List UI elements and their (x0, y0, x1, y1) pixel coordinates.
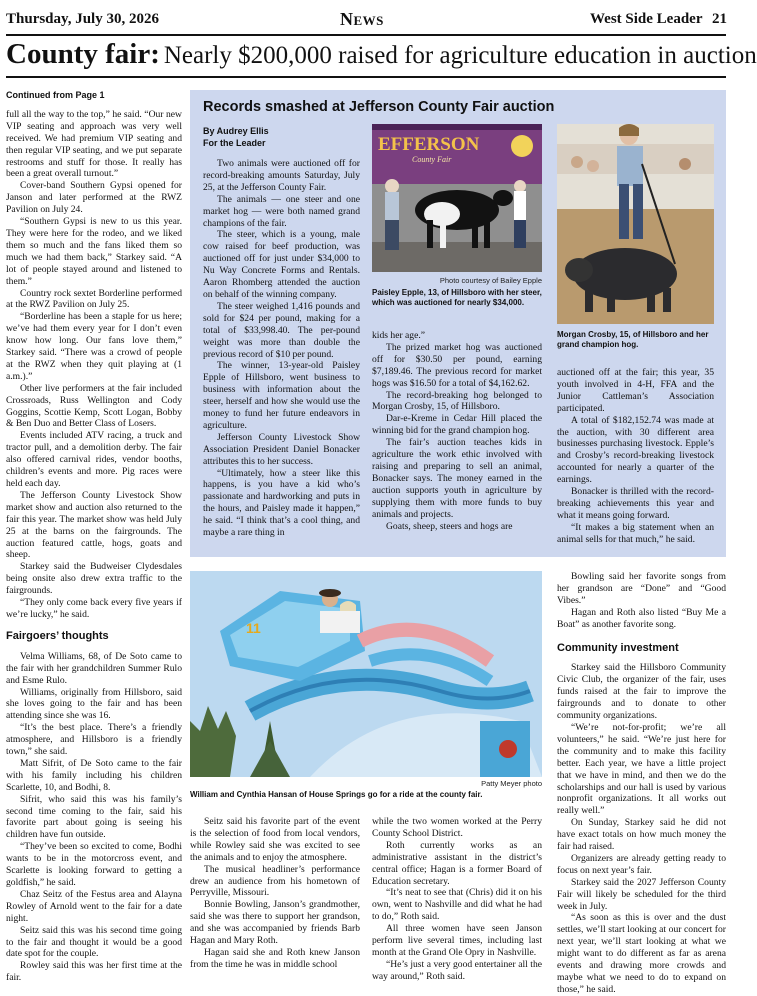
bottom-paragraph: The musical headliner’s performance drew an audience from his hometown of Perryville, Missouri. (190, 863, 360, 899)
section-name: News (340, 9, 384, 29)
sidebar-paragraph: auctioned off at the fair; this year, 35 youth involved in 4-H, FFA and the Junior Cattleman’s Association participated. (557, 367, 714, 414)
subhead-community: Community investment (557, 641, 679, 654)
sidebar-paragraph: The winner, 13-year-old Paisley Epple of Hillsboro, went business to business with information about the steer, herself and how she would use the money to fund her future endeavors in agriculture. (203, 360, 360, 431)
bottom-paragraph: while the two women worked at the Perry County School District. (372, 816, 542, 839)
sidebar-paragraph: Goats, sheep, steers and hogs are (386, 520, 513, 532)
bottom-paragraph: Seitz said his favorite part of the event is the selection of food from local vendors, while Rowley said she was excited to see the animals and to enjoy the atmosphere. (190, 816, 360, 863)
bottom-paragraph: “It’s neat to see that (Chris) did it on his own, went to Nashville and did what he had to do,” Roth said. (372, 887, 542, 923)
bottom-col-2 (372, 816, 542, 983)
left-paragraph: “They only come back every five years if we’re lucky,” he said. (6, 597, 182, 620)
sidebar-paragraph: The fair’s auction teaches kids in agriculture the work ethic involved with raising and preparing to sell an animal, Bonacker says. The money earned in the auction supports youth in agriculture by supplying them with more funds to buy animals and projects. (372, 437, 542, 520)
bottom-paragraph: Hagan said she and Roth knew Janson from the time he was in middle school (190, 946, 360, 970)
sidebar-paragraph: The steer weighed 1,416 pounds and sold for $24 per pound, making for a total of $33,998.40. The per-pound weight was more than double the previous record of $10 per pound. (203, 300, 360, 360)
left-paragraph: Rowley said this was her first time at the fair. (6, 960, 182, 984)
sidebar-paragraph: A total of $182,152.74 was made at the auction, with 30 different area businesses purchasing livestock. Epple’s and Crosby’s record-breaking livestock accounted for nearly a quarter of the earnings. (557, 414, 714, 486)
bottom-col-1 (190, 816, 360, 971)
byline-org: For the Leader (203, 138, 266, 148)
sidebar-paragraph: “Ultimately, how a steer like this happens, is you have a kid who’s passionate and hardworking and puts in the hours, and Paisley made it happen,” he said. “I think that’s a cool thing, and maybe a rare thing in (203, 467, 360, 539)
hog-photo-art (557, 124, 714, 324)
left-paragraph: “They’ve been so excited to come, Bodhi wants to be in the motorcross event, and Scarlette is looking forward to getting a goldfish,” he said. (6, 841, 182, 888)
left-paragraph: “Southern Gypsi is new to us this year. They were here for the rodeo, and we liked them so much and the fans liked them so much we had them back,” Starkey said. “A lot of people stayed around and listened to them.” (6, 216, 182, 287)
sidebar-paragraph: “It makes a big statement when an animal sells for that much,” he said. (557, 521, 714, 545)
subhead-fairgoers: Fairgoers’ thoughts (6, 629, 109, 642)
sidebar-col-3 (557, 367, 714, 546)
sidebar-paragraph: Dar-e-Kreme in Cedar Hill placed the winning bid for the grand champion hog. (372, 413, 542, 437)
left-paragraph: “Borderline has been a staple for us here; we’ve had them every year for I don’t even know how long. Our fans love them,” Starkey said. “There was a crowd of people at the RWZ when they quit playing at (1 a.m.).” (6, 311, 182, 382)
headline-kicker: County fair: (6, 38, 160, 70)
right-paragraph: Bowling said her favorite songs from her grandson are “Done” and “Good Vibes.” (557, 571, 726, 606)
left-paragraph: Other live performers at the fair included Crossroads, Russ Wellington and Cody Goggins, Scottie Kemp, Scott Logan, Bobby & Ben Duo and Better Class of Losers. (6, 382, 182, 430)
left-paragraph: Sifrit, who said this was his family’s second time coming to the fair, said his favorite part about going is seeing his children have fun outside. (6, 793, 182, 841)
left-paragraph: “It’s the best place. There’s a friendly atmosphere, and Hillsboro is a friendly town,” she said. (6, 722, 182, 758)
hog-photo (557, 124, 714, 324)
bottom-paragraph: “He’s just a very good entertainer all the way around,” Roth said. (372, 958, 542, 982)
left-column (6, 90, 182, 984)
byline-author: By Audrey Ellis (203, 126, 269, 136)
sidebar-paragraph: The animals — one steer and one market hog — were both named grand champions of the fair. (203, 193, 360, 229)
page-number: 21 (712, 11, 727, 27)
ride-photo-art (190, 571, 542, 777)
left-paragraph: Matt Sifrit, of De Soto came to the fair with his family including his children Scarlette, 10, and Bodhi, 8. (6, 757, 182, 793)
sidebar-paragraph: Jefferson County Livestock Show Association President Daniel Bonacker attributes this to her success. (203, 431, 360, 467)
right-paragraph: “We’re not-for-profit; we’re all volunteers,” he said. “We’re just here for the community and to make this facility better. Each year, we have a little project that we have in mind, and then we do the scholarships and our hall is used by various nonprofit organizations. It all works out really well.” (557, 721, 726, 817)
hog-photo-caption: Morgan Crosby, 15, of Hillsboro and her grand champion hog. (557, 330, 709, 349)
steer-photo (372, 124, 542, 272)
right-paragraph: “As soon as this is over and the dust settles, we’ll start looking at our concert for next year, we’ll start looking at what we might want to do different as far as arena events and drawing more crowds and maybe what we need to do to expand on those,” he said. (557, 912, 726, 995)
left-paragraph: Starkey said the Budweiser Clydesdales being onsite also drew extra traffic to the fairgrounds. (6, 561, 182, 597)
left-paragraph: Cover-band Southern Gypsi opened for Janson and later performed at the RWZ Pavilion on July 24. (6, 180, 182, 216)
paper-name: West Side Leader (590, 11, 703, 27)
sidebar-paragraph: Two animals were auctioned off for record-breaking amounts Saturday, July 25, at the Jefferson County Fair. (203, 158, 360, 193)
sidebar-paragraph: The prized market hog was auctioned off for $30.50 per pound, earning $7,189.46. The previous record for market hogs was $16.50 for a total of $4,162.62. (372, 341, 542, 389)
headline-rule (6, 76, 726, 78)
headline-main: Nearly $200,000 raised for agriculture education in auction (163, 42, 757, 69)
left-paragraph: The Jefferson County Livestock Show market show and auction also returned to the fair this year. The market show was held July 25 at the barns on the fairgrounds. The auction featured cattle, hogs, goats and sheep. (6, 489, 182, 561)
ride-photo (190, 571, 542, 777)
right-column (557, 571, 726, 996)
masthead-rule (6, 34, 726, 36)
left-paragraph: Country rock sextet Borderline performed at the RWZ Pavilion on July 25. (6, 287, 182, 311)
ride-car-number: 11 (246, 620, 261, 636)
ride-photo-caption: William and Cynthia Hansan of House Springs go for a ride at the county fair. (190, 790, 483, 799)
sidebar-paragraph: The steer, which is a young, male cow raised for beef production, was auctioned off for just under $34,000 to Nu Way Concrete Forms and Rentals. Aaron Rhomberg attended the auction on behalf of the winning company. (203, 229, 360, 300)
bottom-paragraph: Bonnie Bowling, Janson’s grandmother, said she was there to support her grandson, and she was accompanied by friends Barb Hagan and Mary Roth. (190, 899, 360, 947)
banner-title: EFFERSON (378, 134, 480, 155)
bottom-paragraph: All three women have seen Janson perform live several times, including last month at the Grand Ole Opry in Nashville. (372, 923, 542, 958)
issue-date: Thursday, July 30, 2026 (6, 11, 159, 27)
banner-subtitle: County Fair (412, 155, 452, 164)
steer-photo-credit: Photo courtesy of Bailey Epple (439, 276, 542, 285)
ride-photo-credit: Patty Meyer photo (481, 779, 542, 788)
sidebar-col-2 (372, 330, 542, 532)
left-paragraph: full all the way to the top,” he said. “Our new VIP seating and approach was very well received. We had premium VIP seating and then regular VIP seating, and we put separate restrooms and stuff for those. It really has been a great overall turnout.” (6, 108, 182, 180)
left-paragraph: Velma Williams, 68, of De Soto came to the fair with her grandchildren Summer Rulo and Esme Rulo. (6, 650, 182, 686)
steer-photo-art (372, 124, 542, 272)
sidebar-col-1 (203, 158, 360, 539)
sidebar-title: Records smashed at Jefferson County Fair auction (203, 99, 555, 115)
sidebar-byline (203, 125, 269, 149)
left-paragraph: Events included ATV racing, a truck and tractor pull, and a demolition derby. The fair also offered carnival rides, vendor booths, children’s events and more. Pig races were held each day. (6, 430, 182, 489)
left-paragraph: Chaz Seitz of the Festus area and Alayna Rowley of Arnold went to the fair for a date night. (6, 888, 182, 924)
right-paragraph: Starkey said the 2027 Jefferson County Fair will likely be scheduled for the third week in July. (557, 876, 726, 912)
right-paragraph: Hagan and Roth also listed “Buy Me a Boat” as another favorite song. (557, 606, 726, 630)
sidebar-paragraph: kids her age.” (372, 330, 426, 341)
left-paragraph: Seitz said this was his second time going to the fair and thought it would be a good date spot for the couple. (6, 924, 182, 960)
right-paragraph: On Sunday, Starkey said he did not have exact totals on how much money the fair had raised. (557, 817, 726, 853)
headline (6, 38, 757, 71)
bottom-paragraph: Roth currently works as an administrative assistant in the district’s central office; Hagan is a former Board of Education secretary. (372, 839, 542, 887)
sidebar-paragraph: Bonacker is thrilled with the record-breaking achievements this year and what it means going forward. (557, 486, 714, 521)
right-paragraph: Starkey said the Hillsboro Community Civic Club, the organizer of the fair, uses funds raised at the fair to improve the fairgrounds and to donate to other community organizations. (557, 662, 726, 722)
left-paragraph: Williams, originally from Hillsboro, said she loves going to the fair and has been attending since she was 16. (6, 686, 182, 722)
steer-photo-caption: Paisley Epple, 13, of Hillsboro with her steer, which was auctioned for nearly $34,000. (372, 288, 542, 307)
right-paragraph: Organizers are already getting ready to focus on next year’s fair. (557, 852, 726, 876)
sidebar-paragraph: The record-breaking hog belonged to Morgan Crosby, 15, of Hillsboro. (372, 389, 542, 413)
continued-label: Continued from Page 1 (6, 90, 105, 100)
